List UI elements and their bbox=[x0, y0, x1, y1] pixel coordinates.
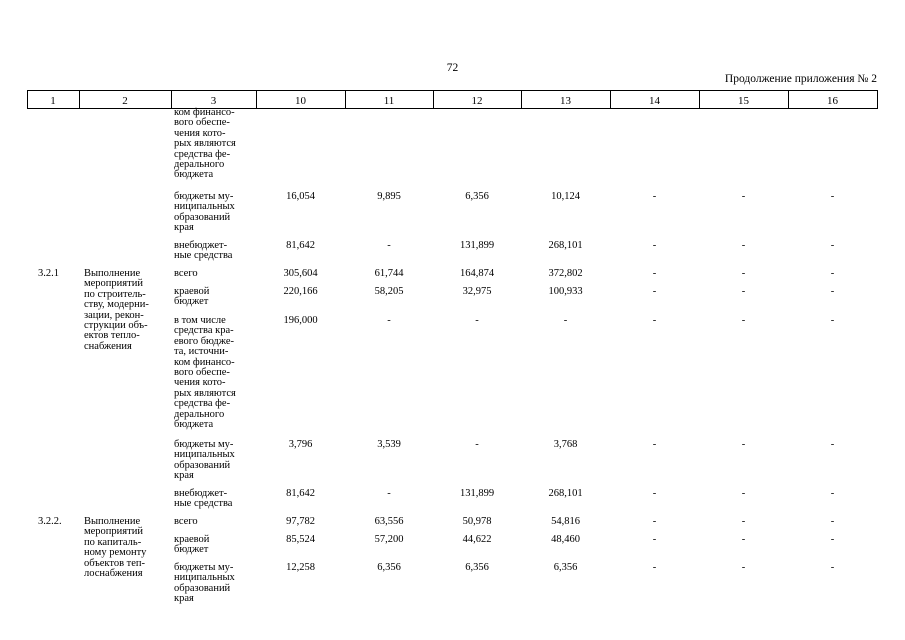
value-col-11: 9,895 bbox=[377, 191, 401, 202]
column-header-3: 3 bbox=[210, 95, 217, 107]
funding-source: всего bbox=[174, 268, 198, 279]
value-col-13: 372,802 bbox=[548, 268, 583, 279]
value-col-14: - bbox=[652, 240, 657, 251]
funding-source: ком финансо- вого обеспе- чения кото- рых являются средства фе- дерального бюджета bbox=[174, 107, 236, 181]
item-code: 3.2.2. bbox=[38, 516, 62, 527]
column-header-2: 2 bbox=[122, 95, 128, 107]
value-col-14: - bbox=[652, 534, 657, 545]
funding-source: бюджеты му- ниципальных образований края bbox=[174, 191, 235, 234]
value-col-12: 32,975 bbox=[462, 286, 492, 297]
value-col-15: - bbox=[741, 439, 746, 450]
value-col-11: 58,205 bbox=[374, 286, 404, 297]
value-col-11: - bbox=[387, 240, 391, 251]
value-col-10: 81,642 bbox=[286, 488, 315, 499]
value-col-12: 164,874 bbox=[459, 268, 495, 279]
value-col-16: - bbox=[830, 488, 835, 499]
value-col-16: - bbox=[830, 240, 835, 251]
value-col-14: - bbox=[652, 439, 657, 450]
value-col-14: - bbox=[652, 191, 657, 202]
item-name: Выполнение мероприятий по строитель- ству, модерни- зации, рекон- струкции объ- ектов тепло- снабжения bbox=[84, 268, 149, 352]
value-col-10: 85,524 bbox=[286, 534, 315, 545]
funding-source: в том числе средства кра- евого бюдже- та, источни- ком финансо- вого обеспе- чения кото- рых являются средства фе- дерального бюджета bbox=[174, 315, 236, 431]
column-header-1: 1 bbox=[50, 95, 56, 107]
value-col-14: - bbox=[652, 488, 657, 499]
value-col-16: - bbox=[830, 534, 835, 545]
column-header-14: 14 bbox=[649, 95, 660, 107]
continuation-caption: Продолжение приложения № 2 bbox=[724, 73, 877, 85]
value-col-14: - bbox=[652, 516, 657, 527]
value-col-13: 268,101 bbox=[548, 240, 583, 251]
value-col-10: 220,166 bbox=[283, 286, 318, 297]
value-col-13: 100,933 bbox=[548, 286, 583, 297]
value-col-10: 16,054 bbox=[286, 191, 315, 202]
column-header-13: 13 bbox=[560, 95, 571, 107]
value-col-10: 12,258 bbox=[286, 562, 315, 573]
funding-source: всего bbox=[174, 516, 198, 527]
value-col-13: 54,816 bbox=[551, 516, 580, 527]
value-col-12: - bbox=[475, 439, 479, 450]
value-col-12: - bbox=[475, 315, 479, 326]
value-col-13: 48,460 bbox=[551, 534, 580, 545]
item-name: Выполнение мероприятий по капиталь- ному ремонту объектов теп- лоснабжения bbox=[84, 516, 147, 580]
value-col-15: - bbox=[741, 240, 746, 251]
value-col-15: - bbox=[741, 315, 746, 326]
value-col-15: - bbox=[741, 286, 746, 297]
value-col-11: - bbox=[387, 488, 391, 499]
value-col-11: 63,556 bbox=[374, 516, 404, 527]
value-col-12: 6,356 bbox=[465, 562, 489, 573]
column-header-15: 15 bbox=[738, 95, 749, 107]
value-col-12: 6,356 bbox=[465, 191, 489, 202]
funding-source: внебюджет- ные средства bbox=[174, 240, 233, 262]
value-col-12: 131,899 bbox=[459, 488, 495, 499]
value-col-10: 3,796 bbox=[288, 439, 313, 450]
value-col-13: - bbox=[563, 315, 568, 326]
value-col-11: 6,356 bbox=[377, 562, 401, 573]
value-col-15: - bbox=[741, 268, 746, 279]
column-header-11: 11 bbox=[383, 95, 395, 107]
value-col-16: - bbox=[830, 516, 835, 527]
value-col-12: 50,978 bbox=[462, 516, 492, 527]
value-col-13: 6,356 bbox=[553, 562, 578, 573]
value-col-13: 268,101 bbox=[548, 488, 583, 499]
value-col-16: - bbox=[830, 562, 835, 573]
funding-source: краевой бюджет bbox=[174, 534, 210, 556]
value-col-10: 305,604 bbox=[283, 268, 318, 279]
value-col-13: 3,768 bbox=[553, 439, 578, 450]
value-col-15: - bbox=[741, 516, 746, 527]
value-col-13: 10,124 bbox=[551, 191, 580, 202]
page-number: 72 bbox=[446, 62, 459, 74]
funding-source: бюджеты му- ниципальных образований края bbox=[174, 439, 235, 482]
value-col-10: 97,782 bbox=[286, 516, 315, 527]
value-col-16: - bbox=[830, 315, 835, 326]
item-code: 3.2.1 bbox=[38, 268, 59, 279]
funding-source: бюджеты му- ниципальных образований края bbox=[174, 562, 235, 605]
value-col-12: 131,899 bbox=[459, 240, 495, 251]
value-col-15: - bbox=[741, 191, 746, 202]
value-col-16: - bbox=[830, 286, 835, 297]
value-col-11: 61,744 bbox=[374, 268, 404, 279]
value-col-14: - bbox=[652, 286, 657, 297]
column-header-16: 16 bbox=[827, 95, 838, 107]
value-col-14: - bbox=[652, 268, 657, 279]
column-header-10: 10 bbox=[295, 95, 306, 107]
value-col-11: - bbox=[387, 315, 391, 326]
value-col-16: - bbox=[830, 191, 835, 202]
value-col-12: 44,622 bbox=[462, 534, 492, 545]
value-col-15: - bbox=[741, 488, 746, 499]
value-col-16: - bbox=[830, 439, 835, 450]
funding-source: краевой бюджет bbox=[174, 286, 210, 308]
value-col-15: - bbox=[741, 562, 746, 573]
value-col-10: 196,000 bbox=[283, 315, 318, 326]
column-header-12: 12 bbox=[471, 95, 483, 107]
funding-source: внебюджет- ные средства bbox=[174, 488, 233, 510]
value-col-16: - bbox=[830, 268, 835, 279]
value-col-11: 3,539 bbox=[377, 439, 401, 450]
value-col-15: - bbox=[741, 534, 746, 545]
value-col-14: - bbox=[652, 315, 657, 326]
value-col-10: 81,642 bbox=[286, 240, 315, 251]
value-col-11: 57,200 bbox=[374, 534, 404, 545]
value-col-14: - bbox=[652, 562, 657, 573]
